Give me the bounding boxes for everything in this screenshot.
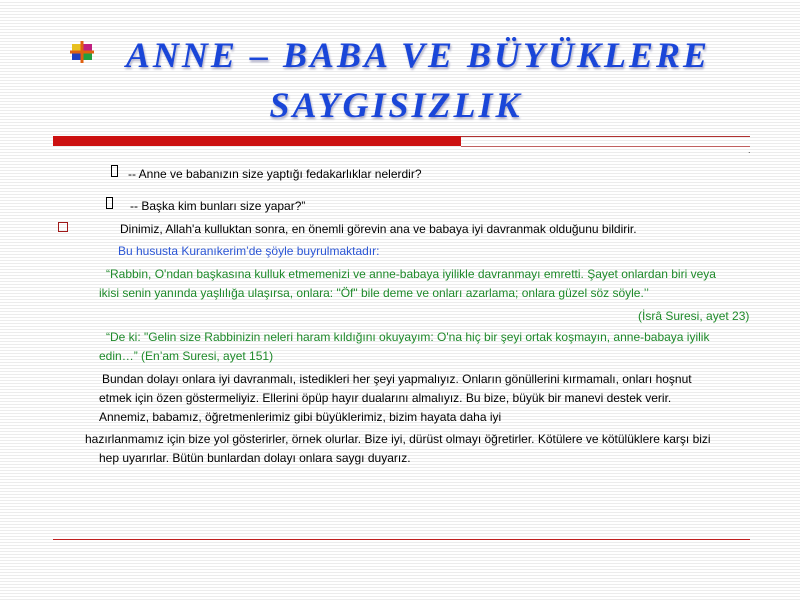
box-glyph-icon [111, 165, 118, 177]
verse-2-line-2: edin…” (En’am Suresi, ayet 151) [99, 349, 274, 363]
paragraph-2-line-2: hep uyarırlar. Bütün bunlardan dolayı onlara saygı duyarız. [99, 451, 411, 465]
paragraph-1-line-2: etmek için özen göstermeliyiz. Ellerini öpüp hayır dualarını almalıyız. Bu bize, büyük bir manevi destek verir. [99, 391, 672, 405]
paragraph-2-line-1: hazırlanmamız için bize yol gösterirler, örnek olurlar. Bize iyi, dürüst olmayı öğretirler. Kötülere ve kötülüklere karşı bizi [85, 432, 711, 446]
square-bullet-icon [58, 222, 68, 232]
rule-end-dot: . [748, 145, 751, 155]
quran-intro: Bu hususta Kuranıkerim’de şöyle buyrulmaktadır: [118, 244, 380, 258]
verse-1-line-1: “Rabbin, O'ndan başkasına kulluk etmemenizi ve anne-babaya iyilikle davranmayı emretti. Şayet onlardan biri veya [106, 267, 716, 281]
box-glyph-icon [106, 197, 113, 209]
title-underline-bottom [461, 146, 750, 147]
paragraph-1-line-1: Bundan dolayı onlara iyi davranmalı, istedikleri her şeyi yapmalıyız. Onların gönüllerini kırmamalı, onları hoşnut [102, 372, 692, 386]
verse-2-line-1: “De ki: "Gelin size Rabbinizin neleri haram kıldığını okuyayım: O'na hiç bir şeyi ortak koşmayın, anne-babaya iyilik [106, 330, 710, 344]
slide-title-line-1: ANNE – BABA VE BÜYÜKLERE [125, 35, 711, 75]
footer-rule [53, 539, 750, 540]
title-accent-bar [53, 136, 461, 146]
verse-1-line-2: ikisi senin yanında yaşlılığa ulaşırsa, onlara: "Öf" bile deme ve onları azarlama; onlara güzel söz söyle.’’ [99, 286, 649, 300]
question-1: -- Anne ve babanızın size yaptığı fedakarlıklar nelerdir? [128, 167, 422, 181]
slide-title-line-2: SAYGISIZLIK [269, 85, 523, 125]
verse-1-reference: (İsrâ Suresi, ayet 23) [638, 309, 750, 323]
paragraph-1-line-3: Annemiz, babamız, öğretmenlerimiz gibi büyüklerimiz, bizim hayata daha iyi [99, 410, 502, 424]
question-2: -- Başka kim bunları size yapar?” [130, 199, 306, 213]
main-point: Dinimiz, Allah'a kulluktan sonra, en önemli görevin ana ve babaya iyi davranmak olduğunu bildirir. [120, 222, 637, 236]
